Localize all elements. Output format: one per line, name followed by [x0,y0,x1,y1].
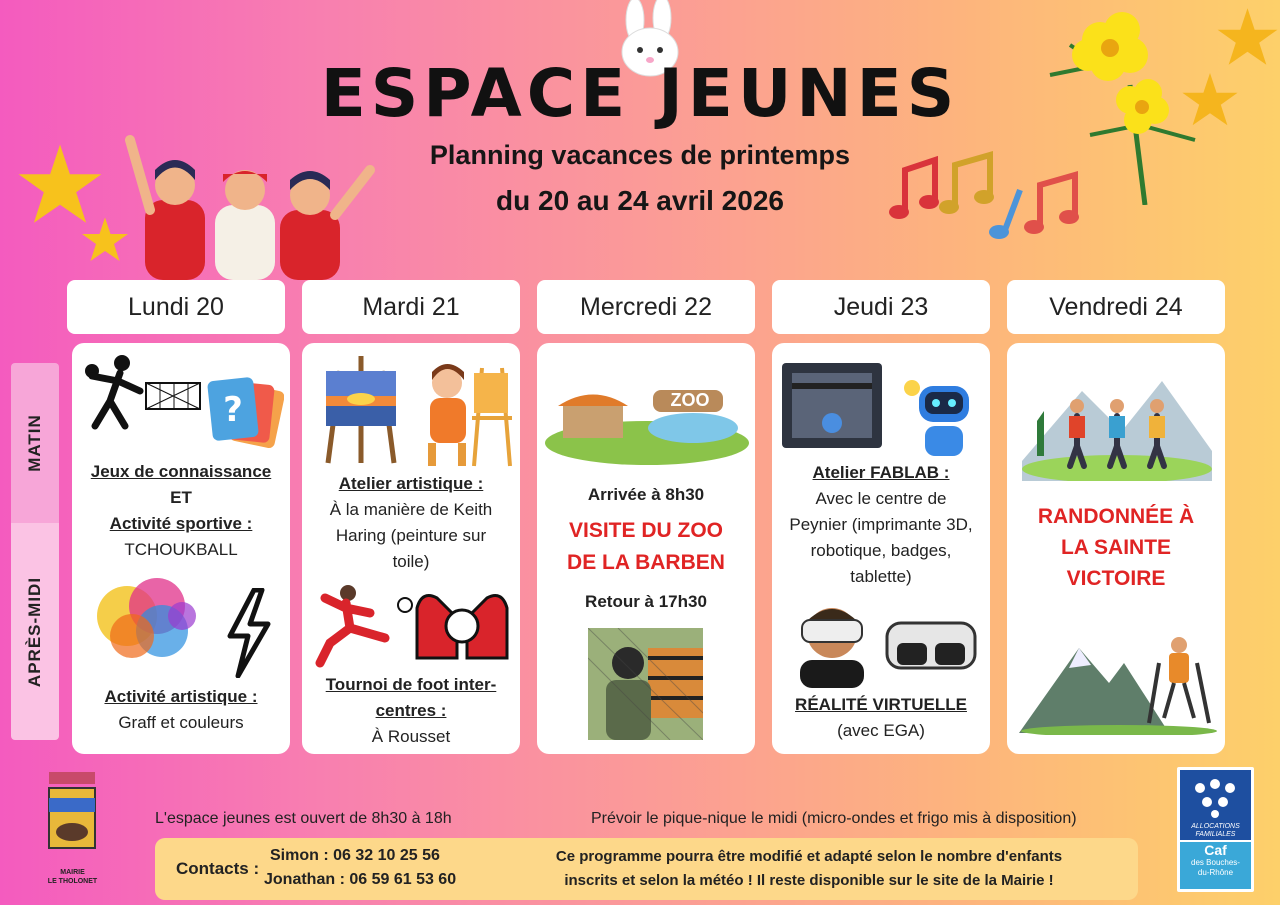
friday-event-line-2: LA SAINTE [1060,536,1172,559]
robot-icon [897,368,987,463]
wednesday-return: Retour à 17h30 [585,592,707,611]
caf-allocations-text [1180,823,1251,839]
mairie-crest-logo [45,770,100,865]
vr-user-icon [790,598,875,688]
wednesday-event-line-1: VISITE DU ZOO [568,519,723,542]
wednesday-event-line-2: DE LA BARBEN [567,551,725,574]
svg-text:?: ? [223,390,243,430]
caf-people-icon [1190,778,1241,818]
opening-hours: L'espace jeunes est ouvert de 8h30 à 18h [155,810,452,827]
painting-easel-icon [320,351,402,466]
afternoon-band [11,523,59,740]
page-subtitle: Planning vacances de printemps [429,140,851,170]
morning-label: MATIN [25,414,44,472]
picnic-note: Prévoir le pique-nique le midi (micro-ondes et frigo mis à disposition) [591,810,1077,827]
mairie-logo-line-2: LE THOLONET [47,878,98,885]
thursday-afternoon-title: RÉALITÉ VIRTUELLE [795,695,967,714]
tuesday-afternoon-title-1: Tournoi de foot inter- [325,675,497,694]
period-sidebar [11,363,59,740]
day-header-tuesday: Mardi 21 [302,280,520,334]
mountain-hiker-illustration [1019,623,1217,735]
caf-line-3: Caf [1204,842,1227,858]
zoo-visitor-photo [588,628,703,740]
caf-line-2: FAMILIALES [1195,831,1236,838]
contact-jonathan: Jonathan : 06 59 61 53 60 [264,871,457,888]
3d-printer-icon [777,358,887,453]
contact-simon: Simon : 06 32 10 25 56 [270,847,440,864]
day-header-wednesday: Mercredi 22 [537,280,755,334]
tchoukball-frame-icon [144,381,202,411]
thursday-morning-line-2: Peynier (imprimante 3D, [789,515,973,534]
vr-headset-icon [877,613,985,688]
thursday-morning-title: Atelier FABLAB : [812,463,950,482]
tuesday-afternoon-detail: À Rousset [371,727,451,746]
wednesday-card [537,343,755,754]
monday-and: ET [170,488,192,507]
monday-activity-2-title: Activité sportive : [109,514,253,533]
afternoon-label: APRÈS-MIDI [25,576,44,687]
caf-line-1: ALLOCATIONS [1191,823,1240,830]
tuesday-afternoon-title-2: centres : [375,701,447,720]
artist-painting-icon [412,358,512,468]
day-header-friday: Vendredi 24 [1007,280,1225,334]
tuesday-morning-title: Atelier artistique : [338,474,484,493]
tuesday-morning-line-2: Haring (peinture sur [335,526,487,545]
zoo-sign-text: ZOO [670,390,710,410]
goalkeeper-gloves-icon [412,588,512,663]
tuesday-card [302,343,520,754]
day-header-monday: Lundi 20 [67,280,285,334]
morning-band [11,363,59,523]
caf-line-5: du-Rhône [1197,868,1234,877]
thursday-morning-line-3: robotique, badges, [810,541,952,560]
notice-line-2: inscrits et selon la météo ! Il reste disponible sur le site de la Mairie ! [564,872,1054,889]
monday-activity-1: Jeux de connaissance [90,462,272,481]
wednesday-arrival: Arrivée à 8h30 [587,485,705,504]
monday-afternoon-detail: Graff et couleurs [118,713,244,732]
mairie-logo-line-1: MAIRIE [60,869,85,876]
notice-line-1: Ce programme pourra être modifié et adapté selon le nombre d'enfants [555,848,1063,865]
caf-logo-emblem [1180,770,1251,840]
monday-card [72,343,290,754]
caf-logo [1177,767,1254,892]
day-header-thursday: Jeudi 23 [772,280,990,334]
contacts-label: Contacts : [176,859,260,878]
monday-afternoon-title: Activité artistique : [104,687,258,706]
friday-event-line-3: VICTOIRE [1066,567,1166,590]
football-player-icon [310,583,415,668]
caf-line-4: des Bouches- [1191,858,1240,867]
friday-card [1007,343,1225,754]
hikers-illustration [1022,361,1212,481]
handball-player-icon [80,351,150,431]
thursday-morning-line-4: tablette) [850,567,912,586]
thursday-afternoon-detail: (avec EGA) [837,721,925,740]
tuesday-morning-line-3: toile) [392,552,430,571]
lightning-icon [224,588,274,678]
thursday-morning-line-1: Avec le centre de [815,489,947,508]
color-splash-icon [87,571,207,666]
monday-activity-2-detail: TCHOUKBALL [124,540,238,559]
quiz-cards-icon [204,373,284,453]
caf-region-band [1180,842,1251,889]
date-range: du 20 au 24 avril 2026 [496,185,784,216]
tuesday-morning-line-1: À la manière de Keith [329,500,493,519]
thursday-card [772,343,990,754]
friday-event-line-1: RANDONNÉE À [1037,505,1195,528]
page-title: ESPACE JEUNES [320,55,960,132]
mairie-logo-text [30,868,115,886]
